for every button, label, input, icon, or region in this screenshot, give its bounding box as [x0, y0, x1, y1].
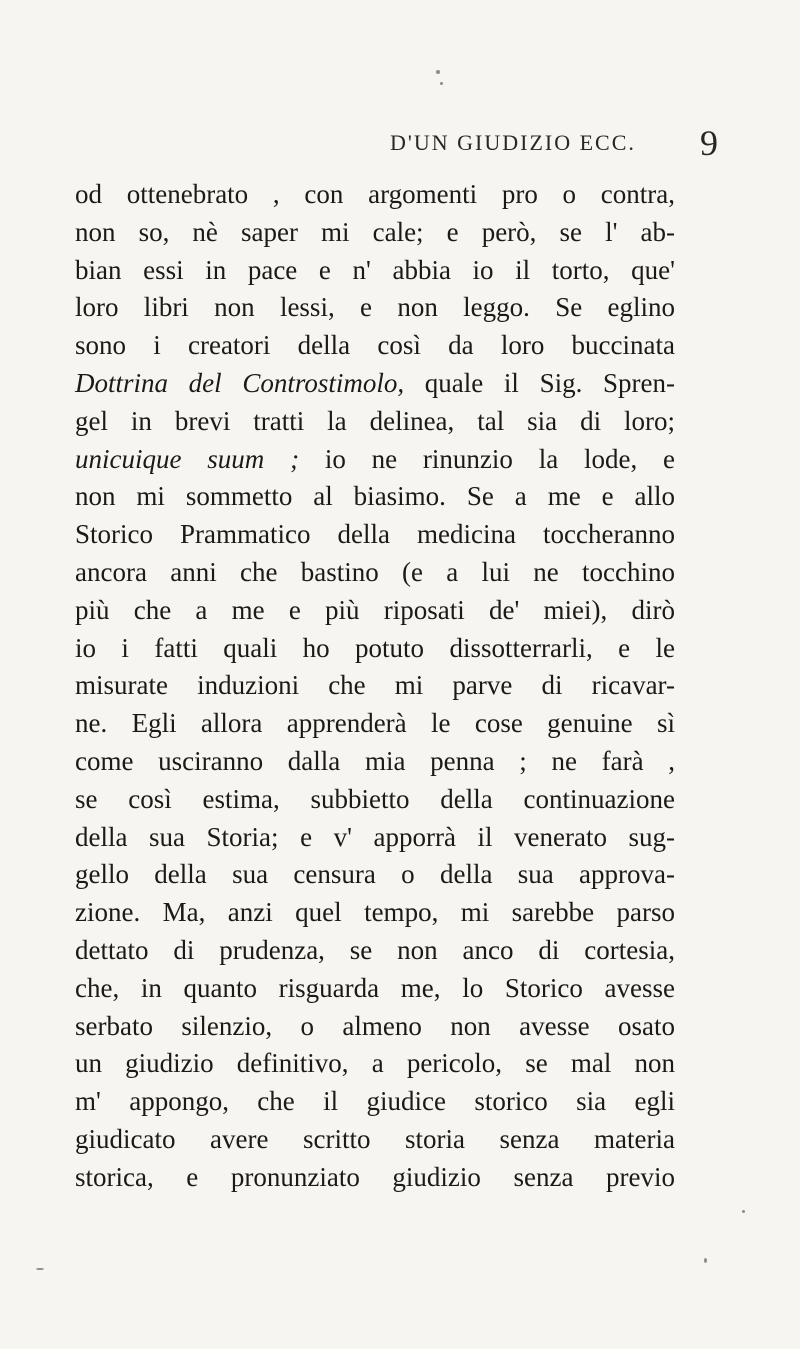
text-line — [75, 630, 675, 668]
text-span: io i fatti quali ho potuto dissotterrarli, e le — [75, 632, 675, 663]
text-span: più che a me e più riposati de' miei), dirò — [75, 594, 675, 625]
text-line — [75, 970, 675, 1008]
text-span: Storico Prammatico della medicina toccheranno — [75, 519, 675, 550]
text-line — [75, 932, 675, 970]
text-line — [75, 743, 675, 781]
text-span: quale il Sig. Spren- — [404, 367, 675, 398]
text-span: gello della sua censura o della sua approva- — [75, 859, 675, 890]
text-line — [75, 554, 675, 592]
text-span: che, in quanto risguarda me, lo Storico avesse — [75, 972, 675, 1003]
page-number: 9 — [700, 123, 718, 163]
text-span: io ne rinunzio la lode, e — [299, 443, 675, 474]
text-span: come usciranno dalla mia penna ; ne farà , — [75, 745, 675, 776]
text-line — [75, 1008, 675, 1046]
text-line — [75, 516, 675, 554]
text-span: non mi sommetto al biasimo. Se a me e allo — [75, 481, 675, 512]
text-span: loro libri non lessi, e non leggo. Se eglino — [75, 292, 675, 323]
text-line — [75, 1083, 675, 1121]
text-span: ne. Egli allora apprenderà le cose genuine sì — [75, 708, 675, 739]
text-line — [75, 856, 675, 894]
text-line — [75, 1121, 675, 1159]
body-text — [75, 176, 675, 1197]
text-line — [75, 327, 675, 365]
text-span: se così estima, subbietto della continuazione — [75, 783, 675, 814]
text-line — [75, 289, 675, 327]
text-span: od ottenebrato , con argomenti pro o contra, — [75, 179, 675, 209]
text-span: ancora anni che bastino (e a lui ne tocchino — [75, 556, 675, 587]
text-span: giudicato avere scritto storia senza materia — [75, 1123, 675, 1154]
text-span: storica, e pronunziato giudizio senza previo — [75, 1161, 675, 1192]
text-span: un giudizio definitivo, a pericolo, se mal non — [75, 1048, 675, 1079]
text-span: unicuique suum ; — [75, 443, 300, 474]
text-line — [75, 176, 675, 214]
text-line — [75, 667, 675, 705]
text-line — [75, 1159, 675, 1197]
text-line — [75, 252, 675, 290]
text-line — [75, 1045, 675, 1083]
running-head: D'UN GIUDIZIO ECC. — [390, 130, 636, 155]
text-line — [75, 705, 675, 743]
text-span: serbato silenzio, o almeno non avesse osato — [75, 1010, 675, 1041]
text-span: non so, nè saper mi cale; e però, se l' ab- — [75, 216, 675, 247]
paper-speck — [704, 1258, 707, 1263]
text-span: dettato di prudenza, se non anco di cortesia, — [75, 934, 675, 965]
text-span: della sua Storia; e v' apporrà il venerato sug- — [75, 821, 675, 852]
paper-speck — [742, 1210, 745, 1213]
text-line — [75, 441, 675, 479]
text-span: Dottrina del Controstimolo, — [75, 367, 405, 398]
text-line — [75, 365, 675, 403]
paper-speck — [440, 82, 443, 85]
text-line — [75, 403, 675, 441]
text-line — [75, 781, 675, 819]
paper-speck — [36, 1268, 44, 1270]
text-span: gel in brevi tratti la delinea, tal sia di loro; — [75, 405, 675, 436]
text-line — [75, 592, 675, 630]
text-span: bian essi in pace e n' abbia io il torto, que' — [75, 254, 675, 285]
text-line — [75, 214, 675, 252]
text-span: sono i creatori della così da loro buccinata — [75, 330, 675, 361]
text-line — [75, 478, 675, 516]
text-line — [75, 894, 675, 932]
text-line — [75, 819, 675, 857]
text-span: misurate induzioni che mi parve di ricavar- — [75, 670, 675, 701]
text-span: m' appongo, che il giudice storico sia egli — [75, 1086, 675, 1117]
paper-speck — [436, 70, 440, 74]
text-span: zione. Ma, anzi quel tempo, mi sarebbe parso — [75, 897, 675, 928]
